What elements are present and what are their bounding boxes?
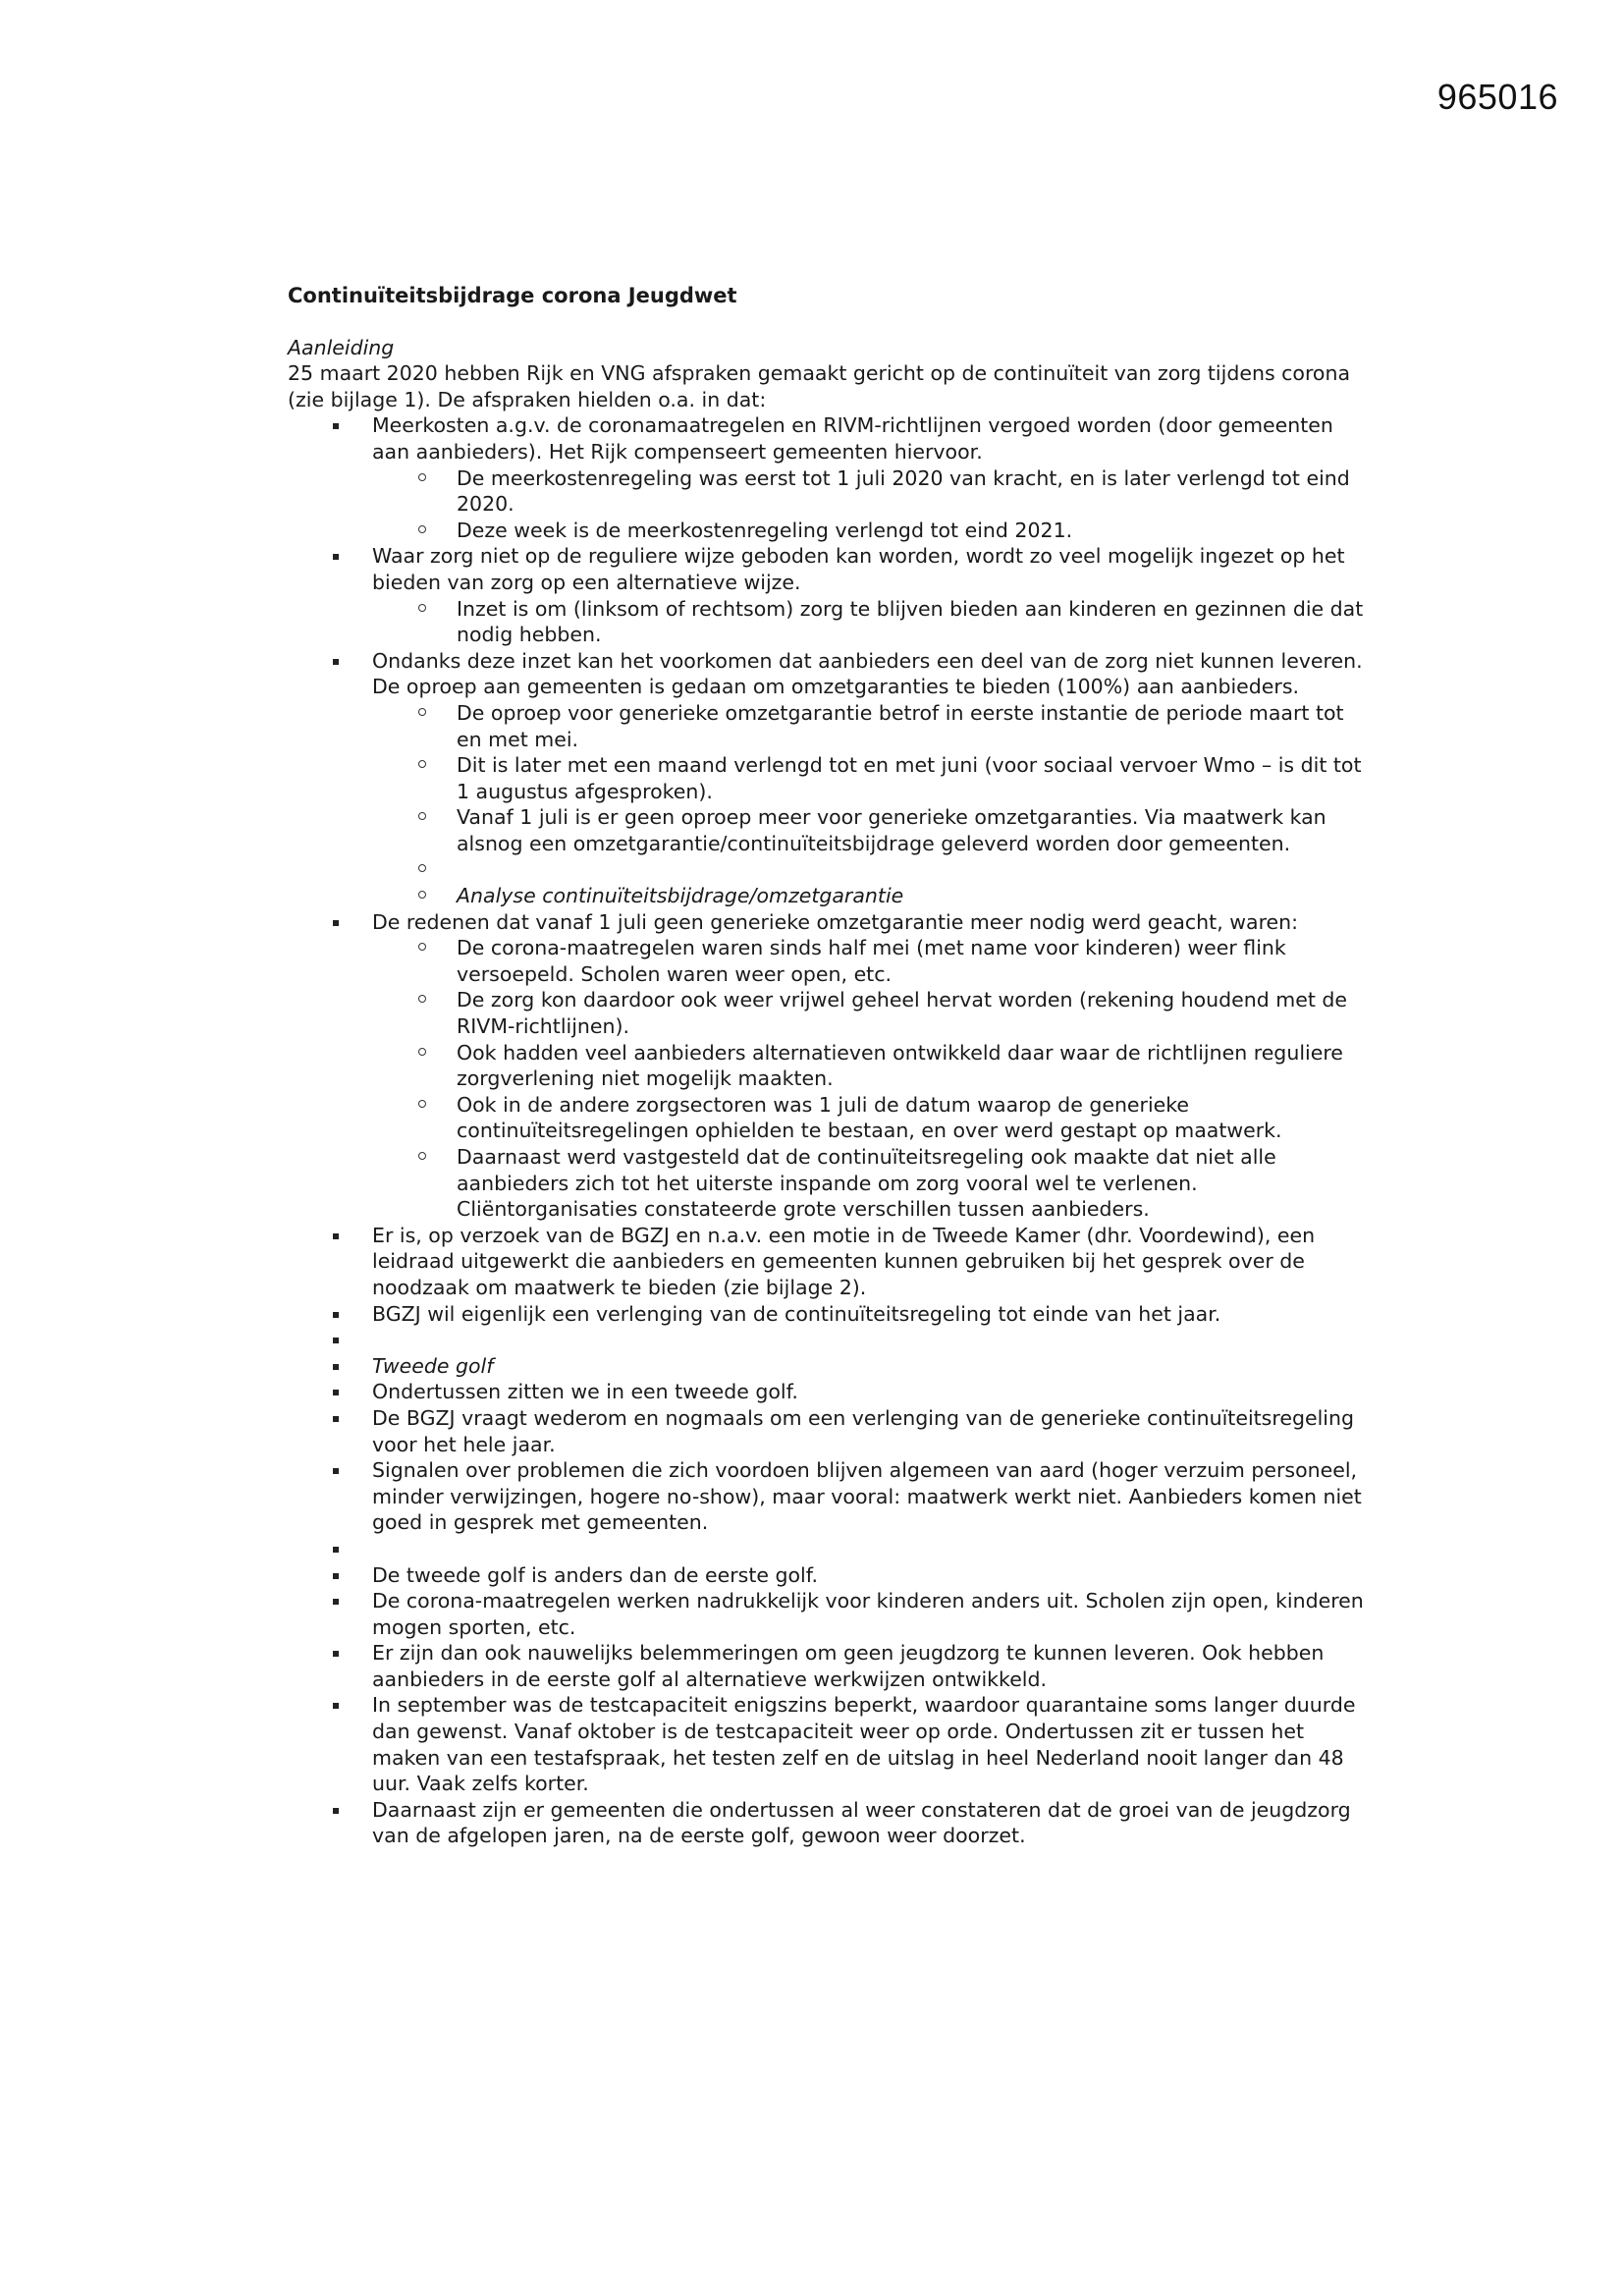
section-heading-aanleiding: Aanleiding <box>288 335 395 359</box>
sub-list <box>372 700 1368 909</box>
sub-list <box>372 465 1368 544</box>
sub-list-item: Inzet is om (linksom of rechtsom) zorg te blijven bieden aan kinderen en gezinnen die dat nodig hebben. <box>372 596 1368 648</box>
list-item-empty <box>288 1536 1368 1562</box>
list-item: BGZJ wil eigenlijk een verlenging van de continuïteitsregeling tot einde van het jaar. <box>288 1301 1368 1328</box>
list-item: In september was de testcapaciteit enigszins beperkt, waardoor quarantaine soms langer duurde dan gewenst. Vanaf oktober is de testcapaciteit weer op orde. Ondertussen zit er tussen het maken van een testafspraak, het testen zelf en de uitslag in heel Nederland nooit langer dan 48 uur. Vaak zelfs korter. <box>288 1692 1368 1796</box>
sub-list-item: De corona-maatregelen waren sinds half mei (met name voor kinderen) weer flink versoepeld. Scholen waren weer open, etc. <box>372 935 1368 987</box>
sub-list <box>372 596 1368 648</box>
list-item: Ondertussen zitten we in een tweede golf. <box>288 1379 1368 1405</box>
sub-list <box>372 935 1368 1223</box>
section-heading-tweede-golf: Tweede golf <box>288 1353 1368 1380</box>
list-item-empty <box>288 1327 1368 1353</box>
sub-list-item: Deze week is de meerkostenregeling verlengd tot eind 2021. <box>372 518 1368 544</box>
document-title: Continuïteitsbijdrage corona Jeugdwet <box>288 284 737 307</box>
sub-list-item: De zorg kon daardoor ook weer vrijwel geheel hervat worden (rekening houdend met de RIVM-richtlijnen). <box>372 987 1368 1039</box>
sub-list-item-empty <box>372 856 1368 883</box>
list-item: De redenen dat vanaf 1 juli geen generieke omzetgarantie meer nodig werd geacht, waren: De corona-maatregelen waren sinds half mei (met name voor kinderen) weer flink versoepeld. Scholen waren weer open, etc. De zorg kon daardoor ook weer vrijwel geheel hervat worden (rekening houdend met de RIVM-richtlijnen). Ook hadden veel aanbieders alternatieven ontwikkeld daar waar de richtlijnen reguliere zorgverlening niet mogelijk maakten. Ook in de andere zorgsectoren was 1 juli de datum waarop de generieke continuïteitsregelingen ophielden te bestaan, en over werd gestapt op maatwerk. Daarnaast werd vastgesteld dat de continuïteitsregeling ook maakte dat niet alle aanbieders zich tot het uiterste inspande om zorg vooral wel te verlenen. Cliëntorganisaties constateerde grote verschillen tussen aanbieders. <box>288 909 1368 1223</box>
sub-list-item: Vanaf 1 juli is er geen oproep meer voor generieke omzetgaranties. Via maatwerk kan alsnog een omzetgarantie/continuïteitsbijdrage geleverd worden door gemeenten. <box>372 804 1368 856</box>
list-item: Signalen over problemen die zich voordoen blijven algemeen van aard (hoger verzuim personeel, minder verwijzingen, hogere no-show), maar vooral: maatwerk werkt niet. Aanbieders komen niet goed in gesprek met gemeenten. <box>288 1457 1368 1536</box>
document-number: 965016 <box>1436 77 1558 117</box>
sub-list-item: De meerkostenregeling was eerst tot 1 juli 2020 van kracht, en is later verlengd tot eind 2020. <box>372 465 1368 518</box>
list-item: Er zijn dan ook nauwelijks belemmeringen om geen jeugdzorg te kunnen leveren. Ook hebben aanbieders in de eerste golf al alternatieve werkwijzen ontwikkeld. <box>288 1640 1368 1692</box>
sub-list-item: Ook in de andere zorgsectoren was 1 juli de datum waarop de generieke continuïteitsregelingen ophielden te bestaan, en over werd gestapt op maatwerk. <box>372 1092 1368 1144</box>
sub-list-item: Daarnaast werd vastgesteld dat de continuïteitsregeling ook maakte dat niet alle aanbieders zich tot het uiterste inspande om zorg vooral wel te verlenen. Cliëntorganisaties constateerde grote verschillen tussen aanbieders. <box>372 1144 1368 1223</box>
sub-list-item: De oproep voor generieke omzetgarantie betrof in eerste instantie de periode maart tot en met mei. <box>372 700 1368 752</box>
list-item: Daarnaast zijn er gemeenten die ondertussen al weer constateren dat de groei van de jeugdzorg van de afgelopen jaren, na de eerste golf, gewoon weer doorzet. <box>288 1797 1368 1849</box>
list-item: De corona-maatregelen werken nadrukkelijk voor kinderen anders uit. Scholen zijn open, kinderen mogen sporten, etc. <box>288 1588 1368 1640</box>
sub-list-item: Dit is later met een maand verlengd tot en met juni (voor sociaal vervoer Wmo – is dit tot 1 augustus afgesproken). <box>372 752 1368 804</box>
list-item: Waar zorg niet op de reguliere wijze geboden kan worden, wordt zo veel mogelijk ingezet op het bieden van zorg op een alternatieve wijze. Inzet is om (linksom of rechtsom) zorg te blijven bieden aan kinderen en gezinnen die dat nodig hebben. <box>288 543 1368 647</box>
list-item: Ondanks deze inzet kan het voorkomen dat aanbieders een deel van de zorg niet kunnen leveren. De oproep aan gemeenten is gedaan om omzetgaranties te bieden (100%) aan aanbieders. De oproep voor generieke omzetgarantie betrof in eerste instantie de periode maart tot en met mei. Dit is later met een maand verlengd tot en met juni (voor sociaal vervoer Wmo – is dit tot 1 augustus afgesproken). Vanaf 1 juli is er geen oproep meer voor generieke omzetgaranties. Via maatwerk kan alsnog een omzetgarantie/continuïteitsbijdrage geleverd worden door gemeenten. Analyse continuïteitsbijdrage/omzetgarantie <box>288 648 1368 909</box>
list-item: Meerkosten a.g.v. de coronamaatregelen en RIVM-richtlijnen vergoed worden (door gemeenten aan aanbieders). Het Rijk compenseert gemeenten hiervoor. De meerkostenregeling was eerst tot 1 juli 2020 van kracht, en is later verlengd tot eind 2020. Deze week is de meerkostenregeling verlengd tot eind 2021. <box>288 412 1368 543</box>
intro-paragraph: 25 maart 2020 hebben Rijk en VNG afspraken gemaakt gericht op de continuïteit van zorg tijdens corona (zie bijlage 1). De afspraken hielden o.a. in dat: <box>288 361 1351 411</box>
list-item: De tweede golf is anders dan de eerste golf. <box>288 1562 1368 1589</box>
sub-list-item: Ook hadden veel aanbieders alternatieven ontwikkeld daar waar de richtlijnen reguliere zorgverlening niet mogelijk maakten. <box>372 1040 1368 1092</box>
list-item: Er is, op verzoek van de BGZJ en n.a.v. een motie in de Tweede Kamer (dhr. Voordewind), een leidraad uitgewerkt die aanbieders en gemeenten kunnen gebruiken bij het gesprek over de noodzaak om maatwerk te bieden (zie bijlage 2). <box>288 1223 1368 1301</box>
list-item: De BGZJ vraagt wederom en nogmaals om een verlenging van de generieke continuïteitsregeling voor het hele jaar. <box>288 1405 1368 1457</box>
document-body <box>288 283 1368 1849</box>
bullet-list <box>288 412 1368 1849</box>
sub-heading-analyse: Analyse continuïteitsbijdrage/omzetgarantie <box>372 883 1368 909</box>
